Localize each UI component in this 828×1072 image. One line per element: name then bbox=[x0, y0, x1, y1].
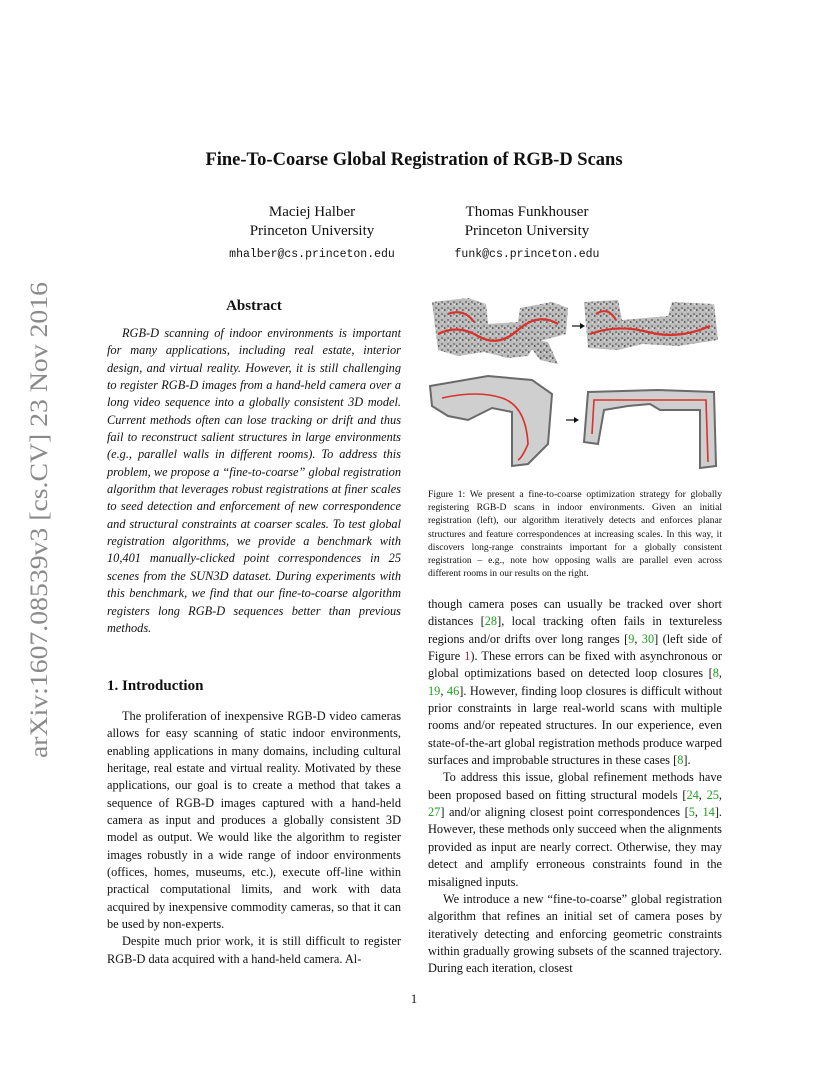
citation-link[interactable]: 30 bbox=[641, 631, 655, 646]
author-affiliation: Princeton University bbox=[249, 223, 375, 239]
intro-right-column bbox=[428, 596, 722, 978]
figure-link[interactable]: 1 bbox=[464, 649, 471, 664]
citation-link[interactable]: 19 bbox=[428, 683, 441, 698]
arxiv-stamp-text: arXiv:1607.08539v3 [cs.CV] 23 Nov 2016 bbox=[26, 328, 53, 758]
figure-panel-initial-top bbox=[432, 298, 568, 364]
citation-link[interactable]: 24 bbox=[686, 787, 699, 802]
citation-link[interactable]: 5 bbox=[688, 805, 695, 820]
citation-link[interactable]: 25 bbox=[706, 787, 719, 802]
citation-link[interactable]: 8 bbox=[677, 753, 684, 768]
figure-panel-initial-bottom bbox=[430, 376, 552, 466]
figure-1 bbox=[428, 294, 722, 476]
intro-body bbox=[107, 708, 401, 968]
right-paragraph-1: though camera poses can usually be tracked over short distances [28], local tracking often fails in textureless regions and/or drifts over long ranges [9, 30] (left side of Figure 1). These errors can be fixed with asynchronous or global optimizations based on detected loop closures [8, 19, 46]. However, finding loop closures is difficult without prior constraints in large real-world scans with multiple rooms and/or repeated structures. In our experience, even state-of-the-art global registration methods produce warped surfaces and improbable structures in these cases [8]. bbox=[428, 597, 723, 768]
author-block bbox=[212, 203, 412, 264]
author-name: Thomas Funkhouser bbox=[465, 204, 589, 220]
page-number: 1 bbox=[410, 992, 418, 1006]
arxiv-stamp bbox=[14, 280, 58, 760]
author-email[interactable]: mhalber@cs.princeton.edu bbox=[229, 248, 395, 261]
right-paragraph-2: To address this issue, global refinement methods have been proposed based on fitting structural models [24, 25, 27] and/or aligning closest point correspondences [5, 14]. However, these methods only succeed when the alignments provided as input are nearly correct. Otherwise, they may detect and amplify erroneous constraints found in the misaligned inputs. bbox=[428, 770, 723, 889]
right-paragraph-3: We introduce a new “fine-to-coarse” global registration algorithm that refines an initial set of camera poses by iteratively detecting and enforcing geometric constraints within gradually growing subsets of the scanned trajectory. During each iteration, closest bbox=[428, 891, 722, 976]
citation-link[interactable]: 28 bbox=[484, 614, 498, 629]
citation-link[interactable]: 8 bbox=[712, 666, 719, 681]
author-name: Maciej Halber bbox=[268, 204, 356, 220]
arrow-icon bbox=[566, 323, 585, 423]
intro-paragraph-2: Despite much prior work, it is still difficult to register RGB-D data acquired with a hand-held camera. Al- bbox=[107, 934, 401, 966]
author-affiliation: Princeton University bbox=[464, 223, 590, 239]
citation-link[interactable]: 46 bbox=[446, 683, 460, 698]
author-email[interactable]: funk@cs.princeton.edu bbox=[454, 248, 600, 261]
paper-title: Fine-To-Coarse Global Registration of RGB-D Scans bbox=[205, 150, 623, 170]
abstract-heading: Abstract bbox=[226, 298, 282, 314]
intro-paragraph-1: The proliferation of inexpensive RGB-D video cameras allows for easy scanning of static indoor environments, enabling applications in many domains, including cultural heritage, real estate and virtual reality. Motivated by these applications, our goal is to create a method that takes a sequence of RGB-D images captured with a hand-held camera as input and produces a globally consistent 3D model as output. We would like the algorithm to register images robustly in a wide range of indoor environments (offices, homes, museums, etc.), execute off-line within practical computational limits, and work with data acquired by inexpensive commodity cameras, so that it can be used by non-experts. bbox=[107, 709, 401, 932]
abstract-text bbox=[107, 325, 401, 637]
author-block bbox=[427, 203, 627, 264]
citation-link[interactable]: 9 bbox=[628, 631, 635, 646]
citation-link[interactable]: 14 bbox=[702, 805, 715, 820]
figure-caption: Figure 1: We present a fine-to-coarse optimization strategy for globally registering RGB-D scans in indoor environments. Given an initial registration (left), our algorithm iteratively detects and enforces planar structures and feature correspondences at increasing scales. In this way, it discovers long-range constraints important for a globally consistent registration – e.g., note how opposing walls are parallel even across different rooms in our results on the right. bbox=[428, 489, 722, 580]
citation-link[interactable]: 27 bbox=[428, 805, 441, 820]
figure-panel-result-top bbox=[584, 300, 718, 350]
figure-panel-result-bottom bbox=[584, 390, 716, 468]
section-heading: 1. Introduction bbox=[107, 678, 204, 694]
abstract-paragraph: RGB-D scanning of indoor environments is important for many applications, including real estate, interior design, and virtual reality. However, it is still challenging to register RGB-D images from a hand-held camera over a long video sequence into a globally consistent 3D model. Current methods often can lose tracking or drift and thus fail to reconstruct salient structures in large environments (e.g., parallel walls in different rooms). To address this problem, we propose a “fine-to-coarse” global registration algorithm that leverages robust registrations at finer scales to seed detection and enforcement of new correspondence and structural constraints at coarser scales. To test global registration algorithms, we provide a benchmark with 10,401 manually-clicked point correspondences in 25 scenes from the SUN3D dataset. During experiments with this benchmark, we find that our fine-to-coarse algorithm registers long RGB-D sequences better than previous methods. bbox=[107, 326, 401, 635]
